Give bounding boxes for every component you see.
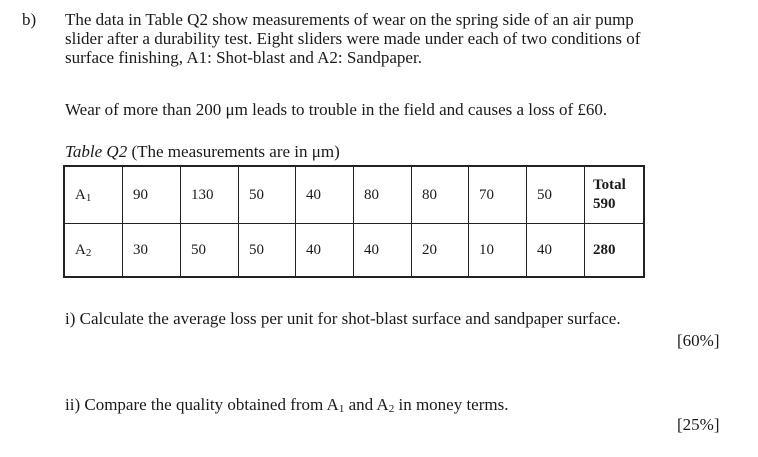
table-row-a2: [64, 224, 644, 278]
row-label: $A_2$: [64, 224, 123, 278]
part-ii-question: ii) Compare the quality obtained from $A_1$ and $A_2$ in money terms.: [65, 395, 509, 415]
cell: 80: [354, 166, 412, 224]
intro-line: slider after a durability test. Eight sliders were made under each of two conditions of: [65, 29, 641, 48]
part-i-marks: [60%]: [677, 331, 720, 350]
cell: 50: [527, 166, 585, 224]
cell: 40: [296, 224, 354, 278]
total-value: 590: [593, 196, 616, 212]
cell: 30: [123, 224, 181, 278]
total-header: Total: [593, 177, 626, 193]
measurements-table: [63, 165, 645, 278]
cell: 70: [469, 166, 527, 224]
question-label: b): [22, 10, 37, 29]
table-caption-label: Table Q2: [65, 142, 128, 161]
cell: 20: [412, 224, 469, 278]
total-value: 280: [585, 224, 645, 278]
cell: 50: [239, 166, 296, 224]
wear-statement: Wear of more than 200 μm leads to trouble in the field and causes a loss of £60.: [65, 100, 608, 119]
cell: 40: [296, 166, 354, 224]
cell: 40: [354, 224, 412, 278]
cell: 50: [239, 224, 296, 278]
total-cell: [585, 166, 645, 224]
part-i-question: i) Calculate the average loss per unit for shot-blast surface and sandpaper surface.: [65, 309, 621, 328]
table-caption-units: (The measurements are in μm): [127, 142, 340, 161]
cell: 80: [412, 166, 469, 224]
cell: 130: [181, 166, 239, 224]
intro-line: surface finishing, A1: Shot-blast and A2: Sandpaper.: [65, 48, 422, 67]
table-row-a1: [64, 166, 644, 224]
part-ii-marks: [25%]: [677, 415, 720, 434]
table-caption: [65, 142, 340, 162]
intro-line: The data in Table Q2 show measurements of wear on the spring side of an air pump: [65, 10, 634, 29]
cell: 50: [181, 224, 239, 278]
cell: 10: [469, 224, 527, 278]
cell: 90: [123, 166, 181, 224]
row-label: $A_1$: [64, 166, 123, 224]
cell: 40: [527, 224, 585, 278]
question-intro: [65, 10, 640, 67]
